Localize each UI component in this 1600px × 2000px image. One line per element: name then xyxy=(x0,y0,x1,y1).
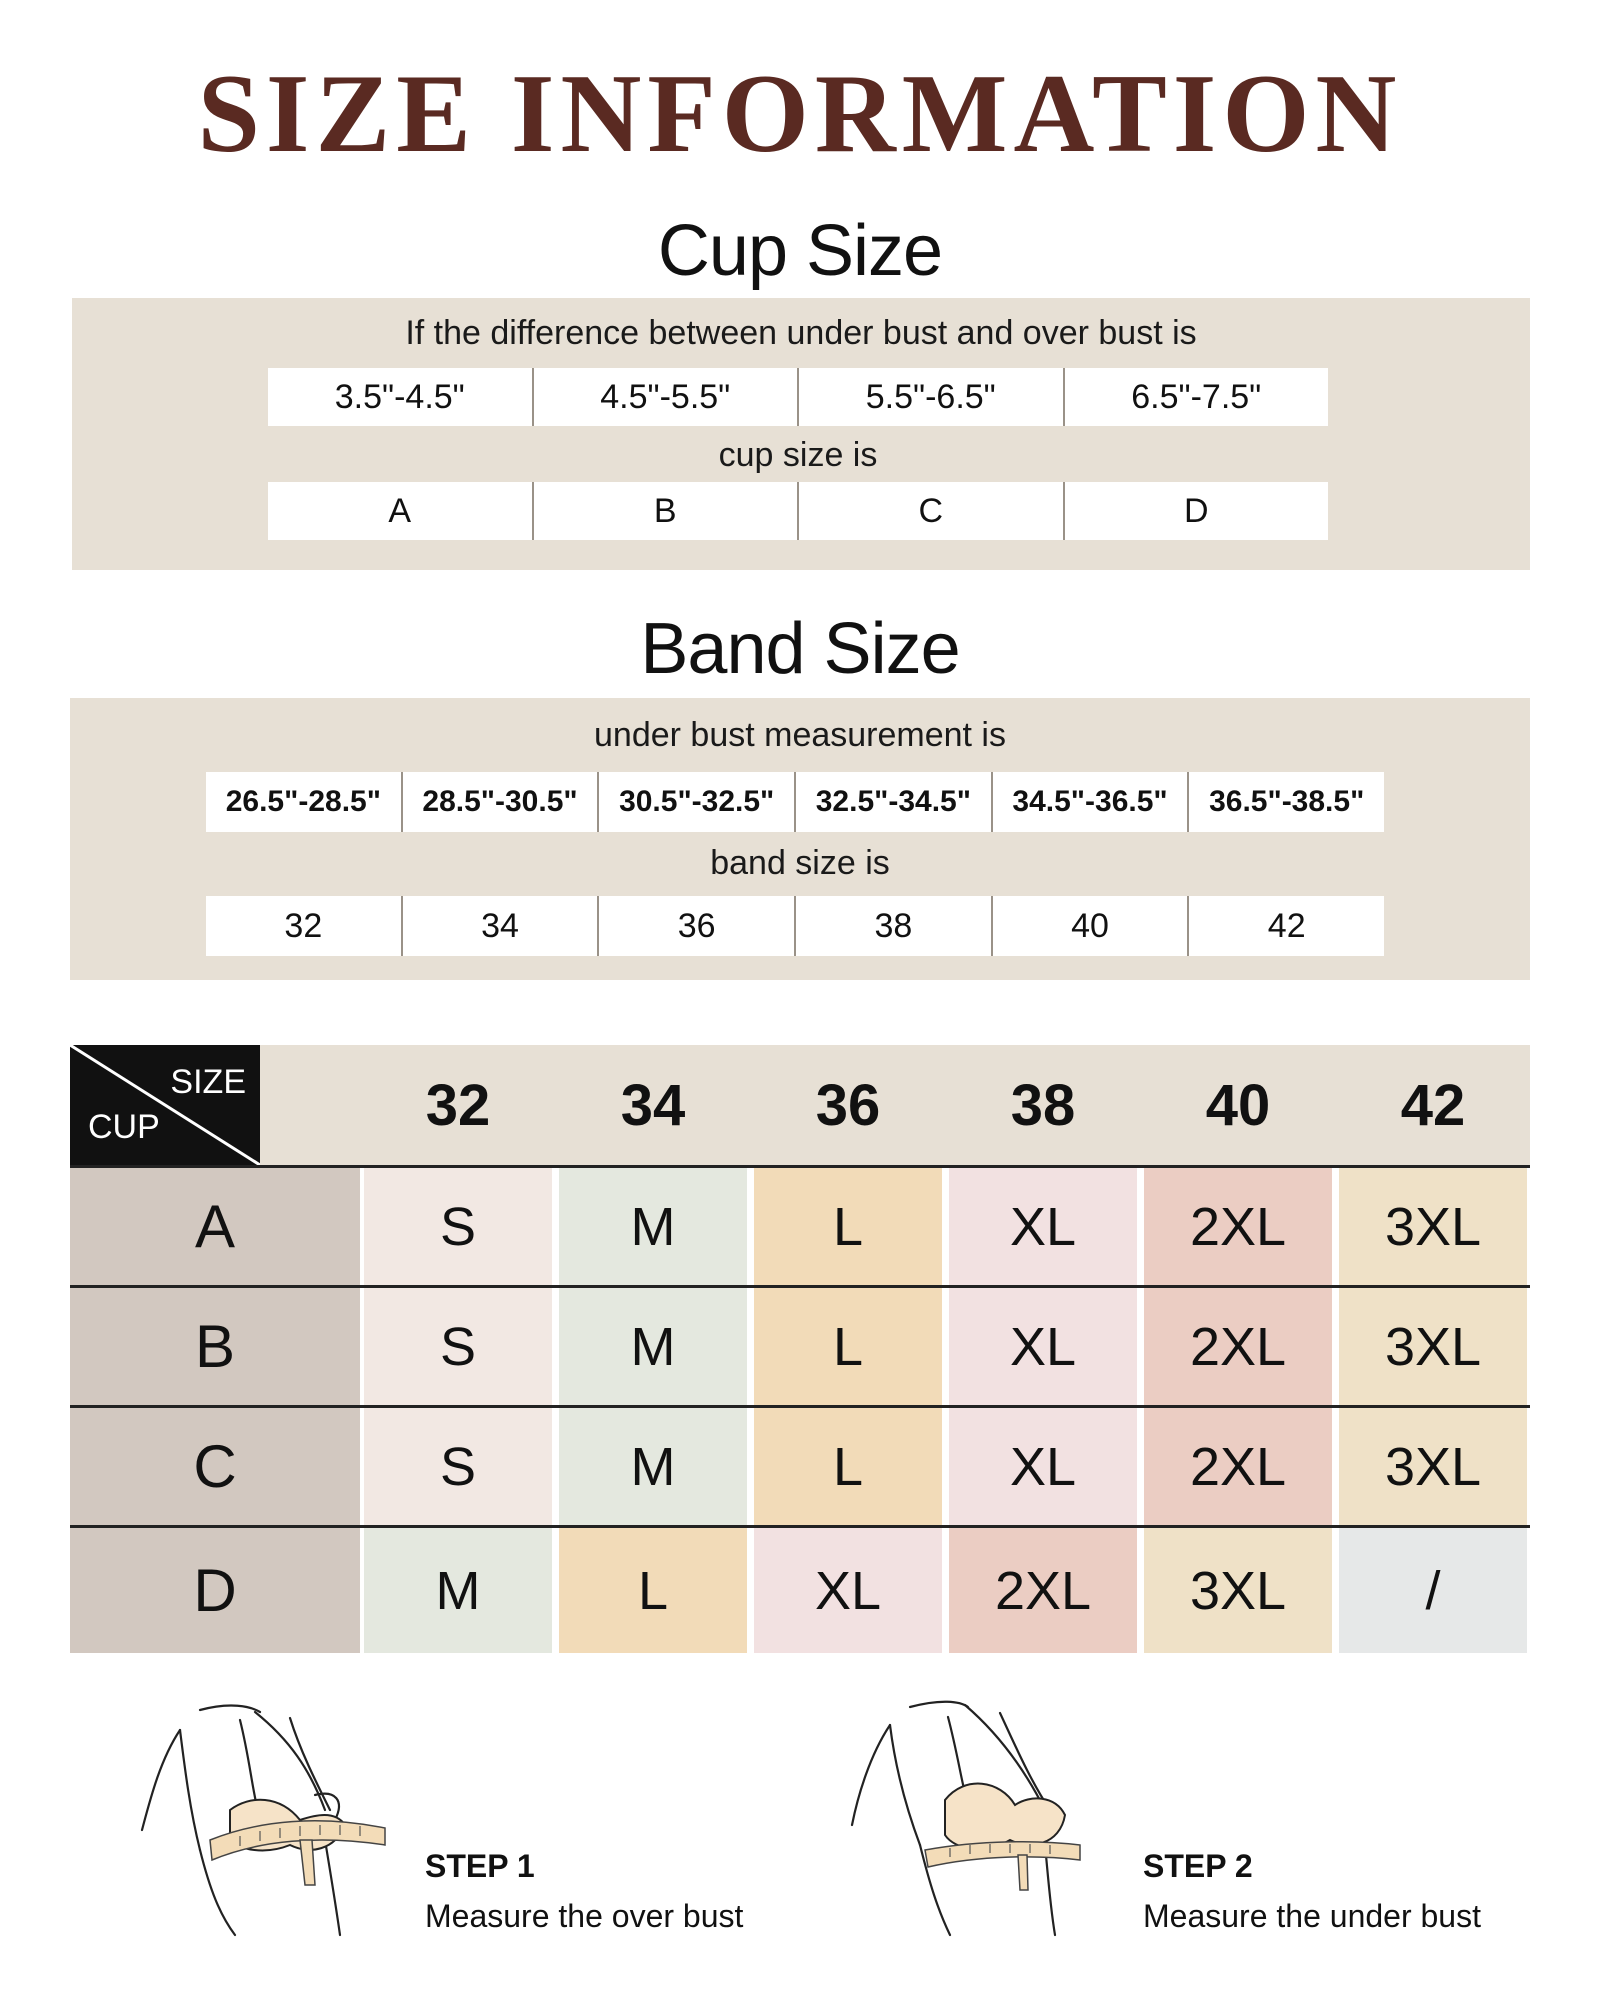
corner-cup-label: CUP xyxy=(88,1108,160,1146)
over-bust-measure-illustration-icon xyxy=(140,1700,400,1940)
cup-letter-cell: A xyxy=(268,482,534,540)
cup-row-label: D xyxy=(70,1528,360,1653)
size-cell: L xyxy=(754,1288,942,1405)
cup-letter-row xyxy=(268,482,1328,540)
size-cup-corner xyxy=(70,1045,260,1165)
step-1-title: STEP 1 xyxy=(425,1848,535,1884)
band-column-header: 32 xyxy=(425,1072,491,1138)
band-number-cell: 40 xyxy=(993,896,1190,956)
size-cell: XL xyxy=(949,1288,1137,1405)
band-range-cell: 30.5"-32.5" xyxy=(599,772,796,832)
cup-size-heading: Cup Size xyxy=(657,211,943,291)
cup-difference-caption: If the difference between under bust and over bust is xyxy=(405,314,1197,352)
step-1-description: Measure the over bust xyxy=(425,1898,744,1934)
size-cell: 3XL xyxy=(1339,1288,1527,1405)
band-range-cell: 26.5"-28.5" xyxy=(206,772,403,832)
size-cell: S xyxy=(364,1288,552,1405)
size-cell: M xyxy=(559,1168,747,1285)
band-range-cell: 34.5"-36.5" xyxy=(993,772,1190,832)
size-cell: 3XL xyxy=(1339,1408,1527,1525)
cup-size-panel xyxy=(72,298,1530,570)
size-chart xyxy=(70,1045,1530,1653)
cup-size-is-caption: cup size is xyxy=(718,436,878,474)
size-cell: XL xyxy=(949,1168,1137,1285)
under-bust-caption: under bust measurement is xyxy=(594,716,1006,754)
size-cell: M xyxy=(364,1528,552,1653)
cup-row-label: A xyxy=(70,1168,360,1285)
size-cell: S xyxy=(364,1408,552,1525)
page-title: SIZE INFORMATION xyxy=(197,52,1403,176)
cup-row-label: C xyxy=(70,1408,360,1525)
band-column-header: 36 xyxy=(815,1072,881,1138)
band-column-header: 40 xyxy=(1205,1072,1271,1138)
step-2-title: STEP 2 xyxy=(1143,1848,1253,1884)
cup-letter-cell: C xyxy=(799,482,1065,540)
band-number-cell: 38 xyxy=(796,896,993,956)
size-cell: L xyxy=(559,1528,747,1653)
size-cell: M xyxy=(559,1288,747,1405)
band-number-cell: 32 xyxy=(206,896,403,956)
band-number-cell: 36 xyxy=(599,896,796,956)
cup-range-cell: 3.5"-4.5" xyxy=(268,368,534,426)
band-range-cell: 32.5"-34.5" xyxy=(796,772,993,832)
cup-range-cell: 6.5"-7.5" xyxy=(1131,377,1262,416)
cup-letter-cell: B xyxy=(534,482,800,540)
band-size-heading: Band Size xyxy=(640,609,960,689)
size-cell: 3XL xyxy=(1339,1168,1527,1285)
size-cell: M xyxy=(559,1408,747,1525)
band-range-cell: 36.5"-38.5" xyxy=(1209,785,1365,818)
cup-range-row xyxy=(268,368,1328,426)
size-cell: L xyxy=(754,1168,942,1285)
band-number-cell: 42 xyxy=(1267,906,1306,945)
band-column-header: 34 xyxy=(620,1072,686,1138)
size-cell: XL xyxy=(949,1408,1137,1525)
size-cell: 2XL xyxy=(1144,1408,1332,1525)
size-cell-unavailable: / xyxy=(1339,1528,1527,1653)
cup-range-cell: 5.5"-6.5" xyxy=(799,368,1065,426)
size-cell: S xyxy=(364,1168,552,1285)
band-range-row xyxy=(206,772,1384,832)
step-2-description: Measure the under bust xyxy=(1143,1898,1481,1934)
under-bust-measure-illustration-icon xyxy=(850,1695,1110,1940)
band-range-cell: 28.5"-30.5" xyxy=(403,772,600,832)
cup-range-cell: 4.5"-5.5" xyxy=(534,368,800,426)
size-cell: XL xyxy=(754,1528,942,1653)
band-column-header: 42 xyxy=(1400,1072,1466,1138)
size-cell: L xyxy=(754,1408,942,1525)
size-cell: 2XL xyxy=(1144,1288,1332,1405)
corner-size-label: SIZE xyxy=(170,1063,246,1101)
band-number-row xyxy=(206,896,1384,956)
band-column-header: 38 xyxy=(1010,1072,1076,1138)
cup-letter-cell: D xyxy=(1183,491,1209,530)
band-size-is-caption: band size is xyxy=(710,844,890,882)
size-cell: 2XL xyxy=(949,1528,1137,1653)
size-cell: 3XL xyxy=(1144,1528,1332,1653)
band-number-cell: 34 xyxy=(403,896,600,956)
band-size-panel xyxy=(70,698,1530,980)
cup-row-label: B xyxy=(70,1288,360,1405)
size-cell: 2XL xyxy=(1144,1168,1332,1285)
